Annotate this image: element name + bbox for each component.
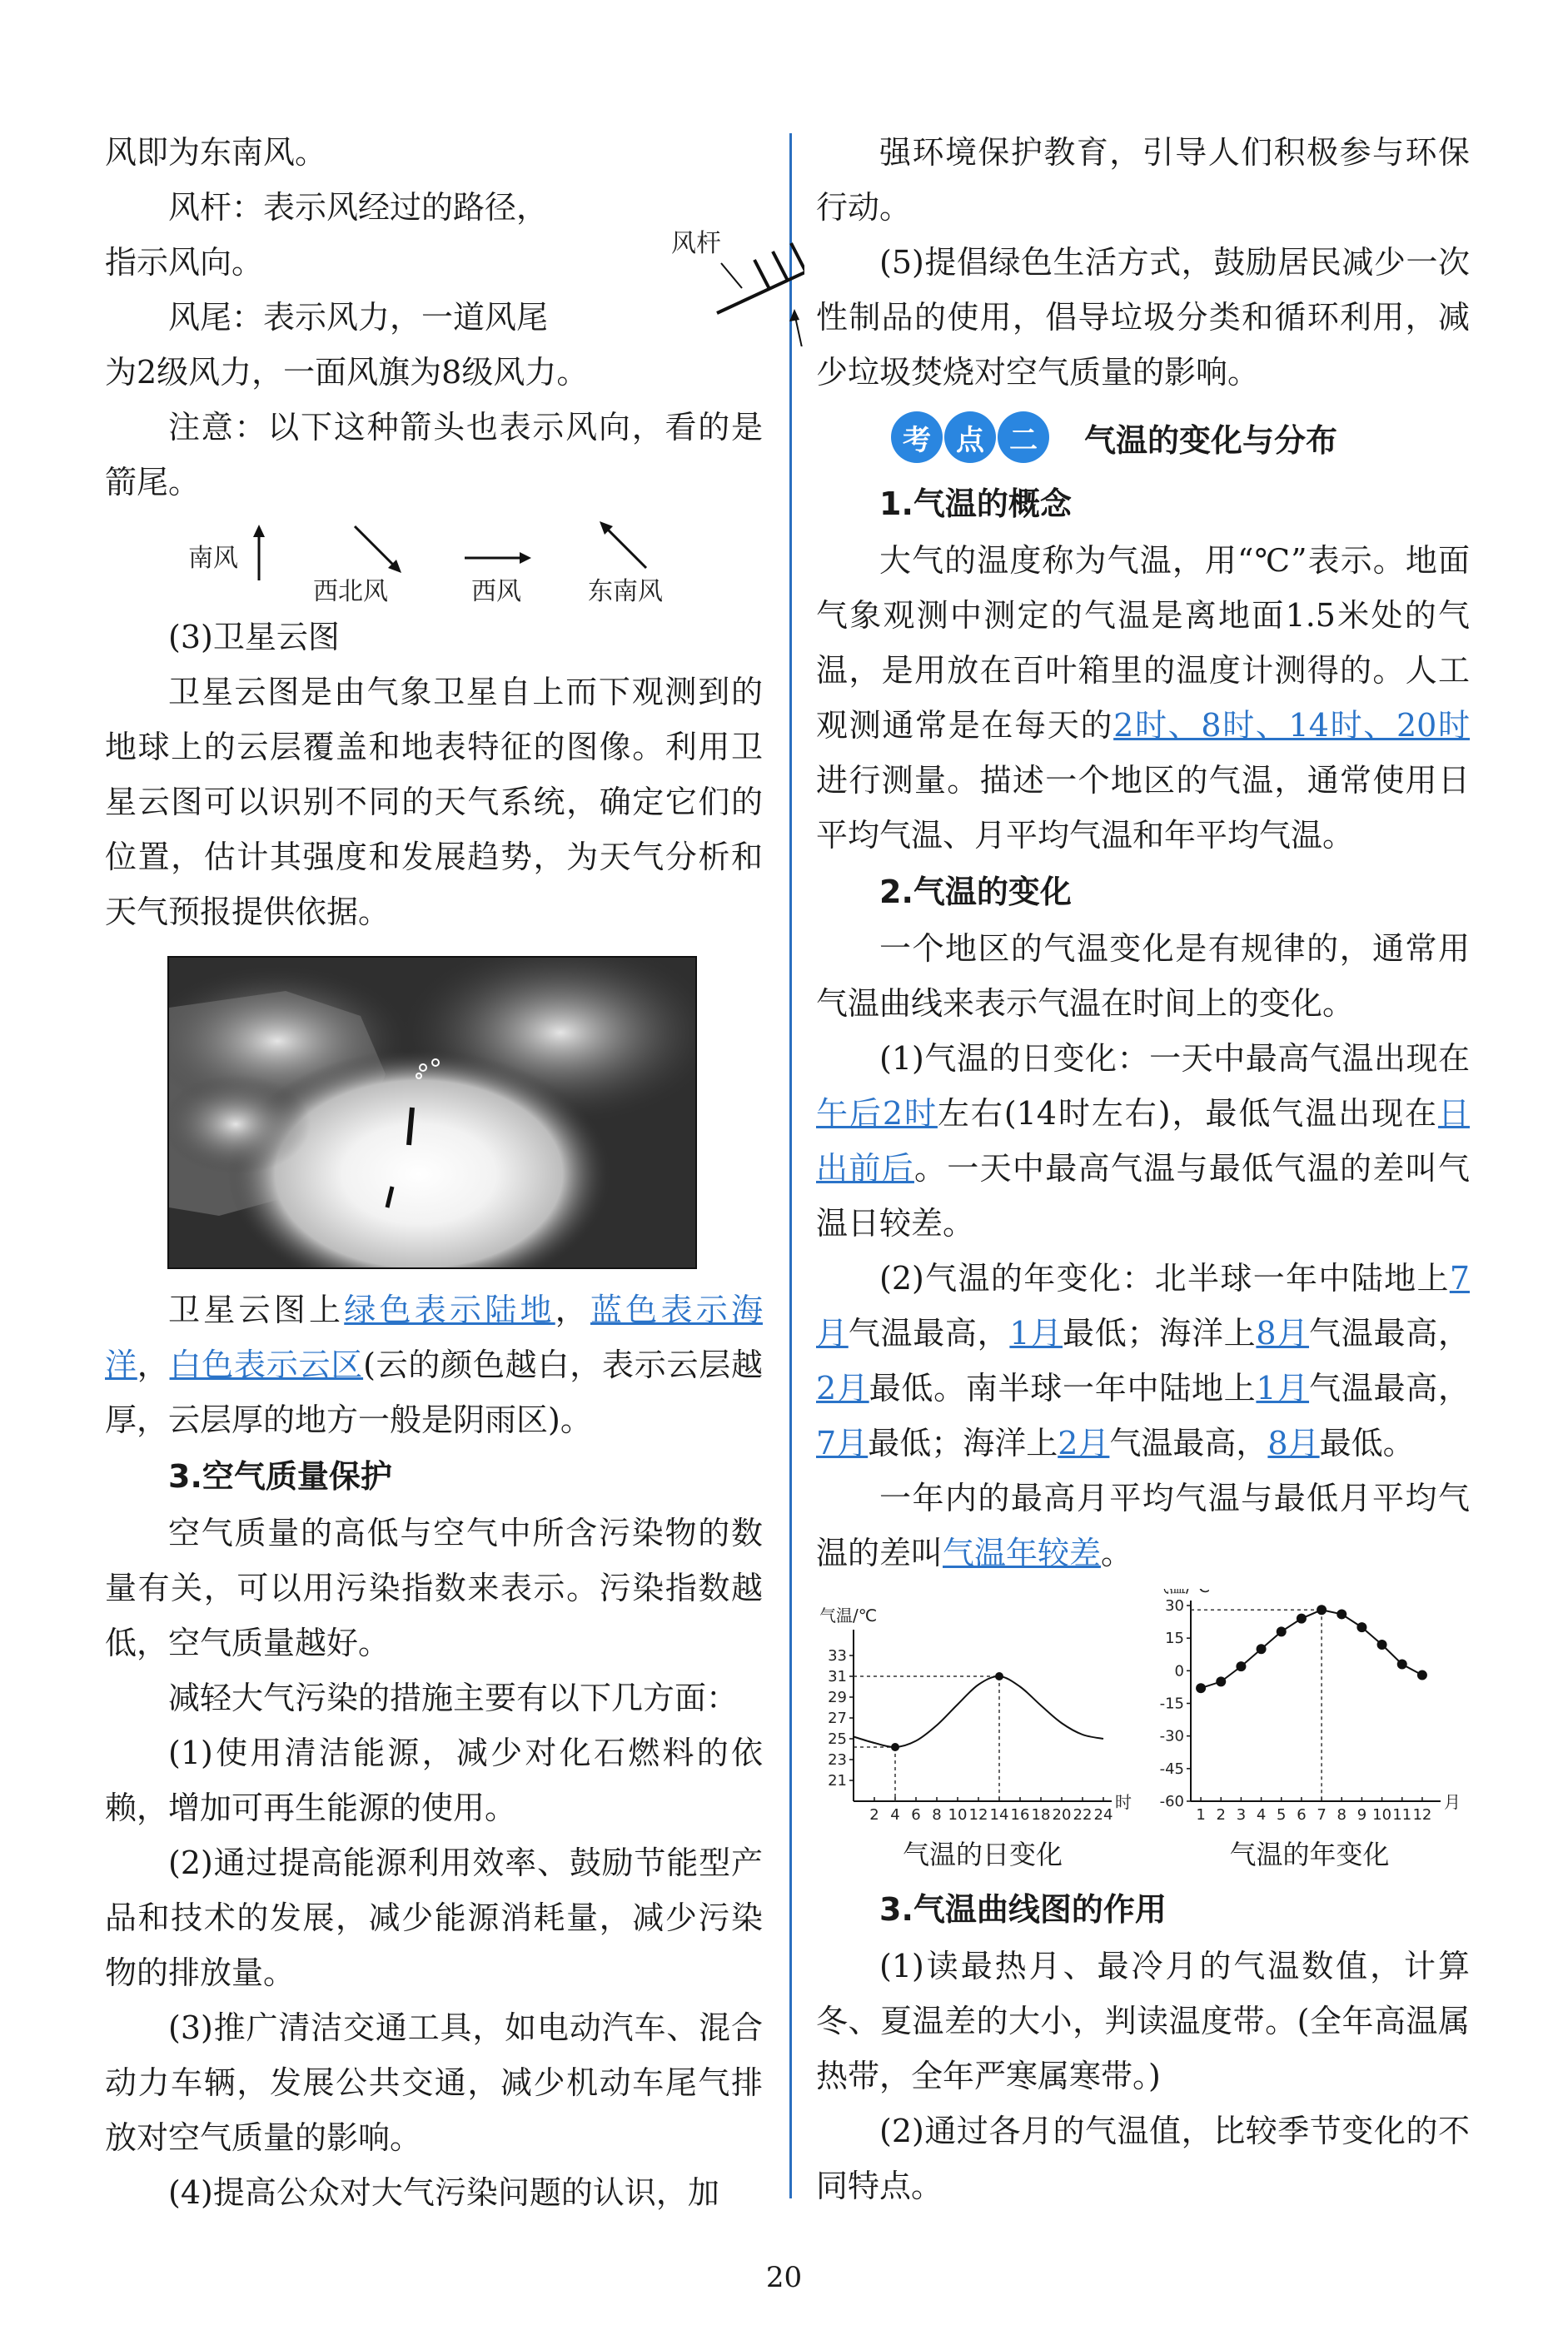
x-tick-label: 6 (1297, 1806, 1307, 1824)
answer-month: 8月 (1267, 1425, 1320, 1461)
section-heading: 2.气温的变化 (879, 874, 1072, 910)
paragraph: 风尾：表示风力，一道风尾 (168, 299, 549, 336)
paragraph: 指示风向。 (105, 244, 264, 281)
answer-month: 1月 (1009, 1315, 1063, 1352)
y-axis-label: 气温/℃ (819, 1606, 878, 1626)
answer-white-cloud: 白色表示云区 (169, 1347, 364, 1383)
data-point (1356, 1622, 1366, 1632)
data-point (1236, 1661, 1246, 1671)
y-tick-label: 15 (1165, 1630, 1184, 1648)
text-span: 气温最高， (848, 1315, 1010, 1352)
paragraph: 一个地区的气温变化是有规律的，通常用气温曲线来表示气温在时间上的变化。 (816, 930, 1470, 1022)
text-span: 气温最高， (1309, 1370, 1470, 1406)
paragraph: 空气质量的高低与空气中所含污染物的数量有关，可以用污染指数来表示。污染指数越低，空气质量越好。 (105, 1515, 763, 1661)
x-tick-label: 1 (1196, 1806, 1206, 1824)
text-span: 气温最高， (1109, 1425, 1268, 1461)
text-span: (1)气温的日变化：一天中最高气温出现在 (879, 1040, 1470, 1077)
y-tick-label: 31 (828, 1668, 847, 1685)
answer-month: 8月 (1256, 1315, 1310, 1352)
wind-bar-diagram (555, 180, 804, 346)
pointer-arrowhead (789, 309, 799, 321)
x-axis-label: 月 (1444, 1792, 1461, 1812)
answer-month: 7月 (816, 1425, 869, 1461)
y-tick-label: 30 (1165, 1597, 1184, 1615)
series-line (1201, 1610, 1422, 1688)
text-span: 气温最高， (1309, 1315, 1470, 1352)
data-point (995, 1672, 1003, 1680)
x-tick-label: 4 (1256, 1806, 1267, 1824)
paragraph: (1)读最热月、最冷月的气温数值，计算冬、夏温差的大小，判读温度带。(全年高温属热带，全年严寒属寒带。) (816, 1948, 1470, 2094)
x-tick-label: 18 (1031, 1806, 1051, 1824)
paragraph: 风即为东南风。 (105, 134, 327, 171)
annual-temperature-chart (1149, 1589, 1470, 1830)
data-point (1257, 1644, 1267, 1654)
x-tick-label: 10 (1372, 1806, 1392, 1824)
data-point (1216, 1676, 1226, 1686)
y-tick-label: 25 (828, 1730, 847, 1748)
section-heading: 3.气温曲线图的作用 (879, 1891, 1167, 1928)
y-tick-label: 23 (828, 1751, 847, 1769)
arrow-south-head (253, 525, 265, 537)
right-column (816, 125, 1470, 2213)
section-heading: (3)卫星云图 (168, 619, 340, 655)
data-point (1277, 1626, 1287, 1636)
x-tick-label: 14 (989, 1806, 1009, 1824)
y-tick-label: 29 (828, 1689, 847, 1706)
section-heading: 1.气温的概念 (879, 485, 1072, 522)
paragraph: (2)通过提高能源利用效率、鼓励节能型产品和技术的发展，减少能源消耗量，减少污染物的排放量。 (105, 1845, 763, 1991)
x-tick-label: 2 (869, 1806, 879, 1824)
series-line (854, 1676, 1103, 1747)
daily-temperature-chart (816, 1589, 1149, 1830)
answer-annual-range: 气温年较差 (943, 1535, 1102, 1571)
text-span: 。 (1101, 1535, 1133, 1571)
arrow-label-west: 西风 (471, 577, 521, 606)
x-tick-label: 11 (1392, 1806, 1412, 1824)
left-column (105, 125, 763, 2220)
daily-chart-figure (816, 1589, 1149, 1872)
page-number: 20 (765, 2261, 803, 2294)
pointer-line (721, 263, 742, 288)
arrow-southeast (605, 526, 646, 568)
x-tick-label: 6 (911, 1806, 921, 1824)
x-tick-label: 3 (1236, 1806, 1247, 1824)
x-tick-label: 12 (1412, 1806, 1432, 1824)
paragraph: (2)通过各月的气温值，比较季节变化的不同特点。 (816, 2113, 1470, 2204)
data-point (1417, 1670, 1427, 1680)
wind-tail-line (773, 251, 788, 281)
x-tick-label: 4 (890, 1806, 900, 1824)
text-span: 最低；海洋上 (868, 1425, 1058, 1461)
wind-arrow-examples (105, 510, 763, 610)
arrow-label-southeast: 东南风 (588, 577, 663, 606)
text-span: 卫星云图上 (168, 1292, 345, 1328)
answer-month: 1月 (1256, 1370, 1310, 1406)
text-span: ， (137, 1347, 170, 1383)
data-point (891, 1743, 899, 1751)
data-point (1317, 1605, 1327, 1615)
wind-tail-line (754, 260, 769, 289)
data-point (1196, 1683, 1206, 1693)
satellite-cloud-image (167, 956, 697, 1269)
text-span: (2)气温的年变化：北半球一年中陆地上 (879, 1260, 1450, 1297)
x-tick-label: 24 (1093, 1806, 1113, 1824)
y-axis-label (1152, 1589, 1210, 1596)
column-divider (789, 133, 792, 2198)
y-tick-label: -30 (1159, 1727, 1184, 1745)
data-point (1337, 1609, 1346, 1619)
paragraph: 强环境保护教育，引导人们积极参与环保行动。 (816, 134, 1470, 226)
typhoon-marker (409, 1108, 412, 1145)
paragraph: (3)推广清洁交通工具，如电动汽车、混合动力车辆，发展公共交通，减少机动车尾气排放对空气质量的影响。 (105, 2009, 763, 2156)
paragraph (816, 533, 1470, 863)
text-span: 一年内的最高月平均气温与最低月平均气温的差叫 (816, 1480, 1470, 1571)
paragraph (816, 1031, 1470, 1251)
paragraph: 减轻大气污染的措施主要有以下几方面： (168, 1680, 739, 1716)
text-span: 进行测量。描述一个地区的气温，通常使用日平均气温、月平均气温和年平均气温。 (816, 762, 1470, 854)
y-tick-label: -60 (1159, 1793, 1184, 1810)
x-tick-label: 5 (1277, 1806, 1287, 1824)
answer-month: 2月 (816, 1370, 869, 1406)
wind-arrows-diagram (105, 510, 763, 610)
paragraph: 风杆：表示风经过的路径， (168, 189, 549, 226)
annual-chart-figure (1149, 1589, 1470, 1872)
text-span: 左右(14时左右)，最低气温出现在 (937, 1095, 1438, 1132)
x-tick-label: 10 (948, 1806, 968, 1824)
satellite-color-note (105, 1282, 763, 1447)
topic-badge-header (891, 400, 1470, 475)
text-span: 。一天中最高气温与最低气温的差叫气温日较差。 (816, 1150, 1470, 1242)
paragraph: 为2级风力，一面风旗为8级风力。 (105, 354, 589, 391)
x-axis-label: 时 (1115, 1792, 1132, 1812)
paragraph (816, 1471, 1470, 1581)
y-tick-label: 0 (1174, 1662, 1184, 1680)
badge-char: 考 (891, 411, 943, 463)
answer-max-time: 午后2时 (816, 1095, 938, 1132)
y-tick-label: -15 (1159, 1695, 1184, 1713)
answer-blue-sea: 蓝色表示海洋 (105, 1292, 763, 1383)
paragraph: 卫星云图是由气象卫星自上而下观测到的地球上的云层覆盖和地表特征的图像。利用卫星云图可以识别不同的天气系统，确定它们的位置，估计其强度和发展趋势，为天气分析和天气预报提供依据。 (105, 674, 763, 930)
y-tick-label: 33 (828, 1647, 847, 1665)
x-tick-label: 22 (1073, 1806, 1093, 1824)
paragraph: (1)使用清洁能源，减少对化石燃料的依赖，增加可再生能源的使用。 (105, 1735, 763, 1826)
answer-min-time: 日出前后 (816, 1095, 1470, 1187)
y-tick-label: 27 (828, 1710, 847, 1727)
paragraph: (5)提倡绿色生活方式，鼓励居民减少一次性制品的使用，倡导垃圾分类和循环利用，减少垃圾焚烧对空气质量的影响。 (816, 244, 1470, 391)
x-tick-label: 2 (1216, 1806, 1226, 1824)
x-tick-label: 8 (1337, 1806, 1346, 1824)
chart-caption: 气温的年变化 (1229, 1839, 1390, 1870)
paragraph (816, 1251, 1470, 1471)
chart-caption: 气温的日变化 (902, 1839, 1063, 1870)
data-point (1397, 1660, 1407, 1670)
wind-tail-line (791, 243, 804, 272)
x-tick-label: 7 (1317, 1806, 1327, 1824)
satellite-image-illustration (169, 958, 695, 1267)
x-tick-label: 12 (968, 1806, 988, 1824)
wind-bar-section (105, 180, 763, 400)
answer-observation-times: 2时、8时、14时、20时 (1113, 707, 1470, 744)
answer-green-land: 绿色表示陆地 (344, 1292, 555, 1328)
text-span: (云的颜色越白，表示云层越厚，云层厚的地方一般是阴雨区)。 (105, 1347, 763, 1438)
text-span: 最低。南半球一年中陆地上 (869, 1370, 1257, 1406)
x-tick-label: 16 (1010, 1806, 1030, 1824)
arrow-west-head (520, 552, 531, 564)
arrow-label-northwest: 西北风 (313, 577, 388, 606)
badge-char: 点 (944, 411, 996, 463)
section-heading: 3.空气质量保护 (168, 1458, 392, 1495)
text-span: 大气的温度称为气温，用“℃”表示。地面气象观测中测定的气温是离地面1.5米处的气温，是用放在百叶箱里的温度计测得的。人工观测通常是在每天的 (816, 542, 1470, 744)
paragraph: 注意：以下这种箭头也表示风向，看的是箭尾。 (105, 409, 763, 500)
arrow-northwest (355, 526, 396, 568)
text-span: 最低。 (1319, 1425, 1415, 1461)
data-point (1297, 1614, 1307, 1624)
text-span: ， (555, 1292, 590, 1328)
y-tick-label: -45 (1159, 1760, 1184, 1778)
answer-month: 7月 (816, 1260, 1470, 1352)
badge-char: 二 (998, 411, 1049, 463)
topic-title: 气温的变化与分布 (1084, 421, 1338, 459)
wind-shaft-label: 风杆 (671, 229, 721, 258)
arrow-label-south: 南风 (188, 544, 238, 573)
paragraph: (4)提高公众对大气污染问题的认识，加 (168, 2174, 719, 2211)
text-span: 最低；海洋上 (1063, 1315, 1257, 1352)
answer-month: 2月 (1058, 1425, 1110, 1461)
temperature-charts (816, 1589, 1470, 1872)
x-tick-label: 8 (932, 1806, 942, 1824)
data-point (1377, 1640, 1387, 1650)
x-tick-label: 9 (1356, 1806, 1367, 1824)
y-tick-label: 21 (828, 1772, 847, 1790)
x-tick-label: 20 (1052, 1806, 1072, 1824)
